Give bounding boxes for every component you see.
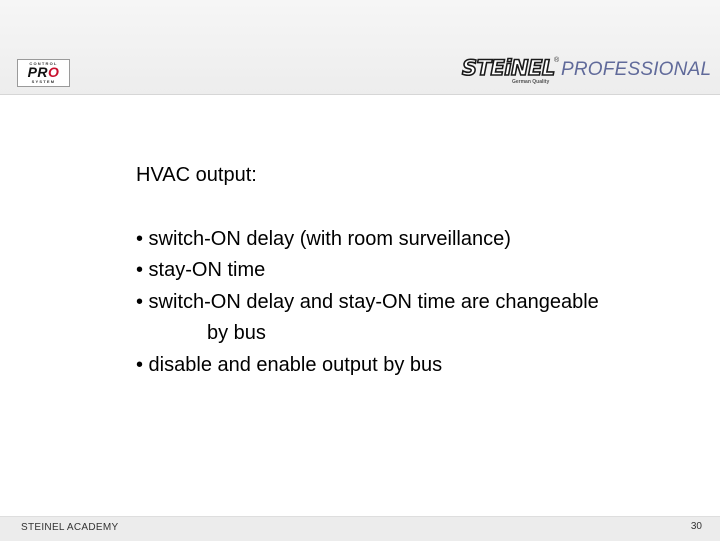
professional-text: PROFESSIONAL: [561, 59, 712, 80]
slide-header: [0, 0, 720, 95]
bullet-item: • switch-ON delay (with room surveillance): [136, 227, 511, 250]
steinel-professional-logo: [462, 56, 712, 88]
logo-main-text-o: O: [48, 64, 60, 80]
bullet-item: • stay-ON time: [136, 259, 266, 281]
registered-mark: ®: [554, 57, 560, 64]
bullet-item: • switch-ON delay and stay-ON time are changeable: [136, 290, 599, 313]
logo-main-text-pr: PR: [27, 64, 49, 80]
bullet-list: [136, 224, 706, 382]
bullet-item: • disable and enable output by bus: [136, 353, 443, 376]
page-number: 30: [690, 521, 702, 532]
steinel-brand-text: STEiNEL: [462, 56, 555, 80]
bullet-item-continuation: by bus: [207, 322, 266, 344]
slide-footer: [0, 516, 720, 541]
logo-main-text: [18, 65, 69, 79]
footer-academy-label: STEINEL ACADEMY: [21, 522, 119, 533]
control-pro-system-logo: [17, 59, 70, 87]
tagline-text: German Quality: [512, 79, 550, 85]
slide-content: [136, 160, 706, 381]
logo-top-text: CONTROL: [29, 61, 58, 66]
logo-bottom-text: SYSTEM: [31, 79, 56, 84]
slide-heading: HVAC output:: [136, 164, 257, 186]
